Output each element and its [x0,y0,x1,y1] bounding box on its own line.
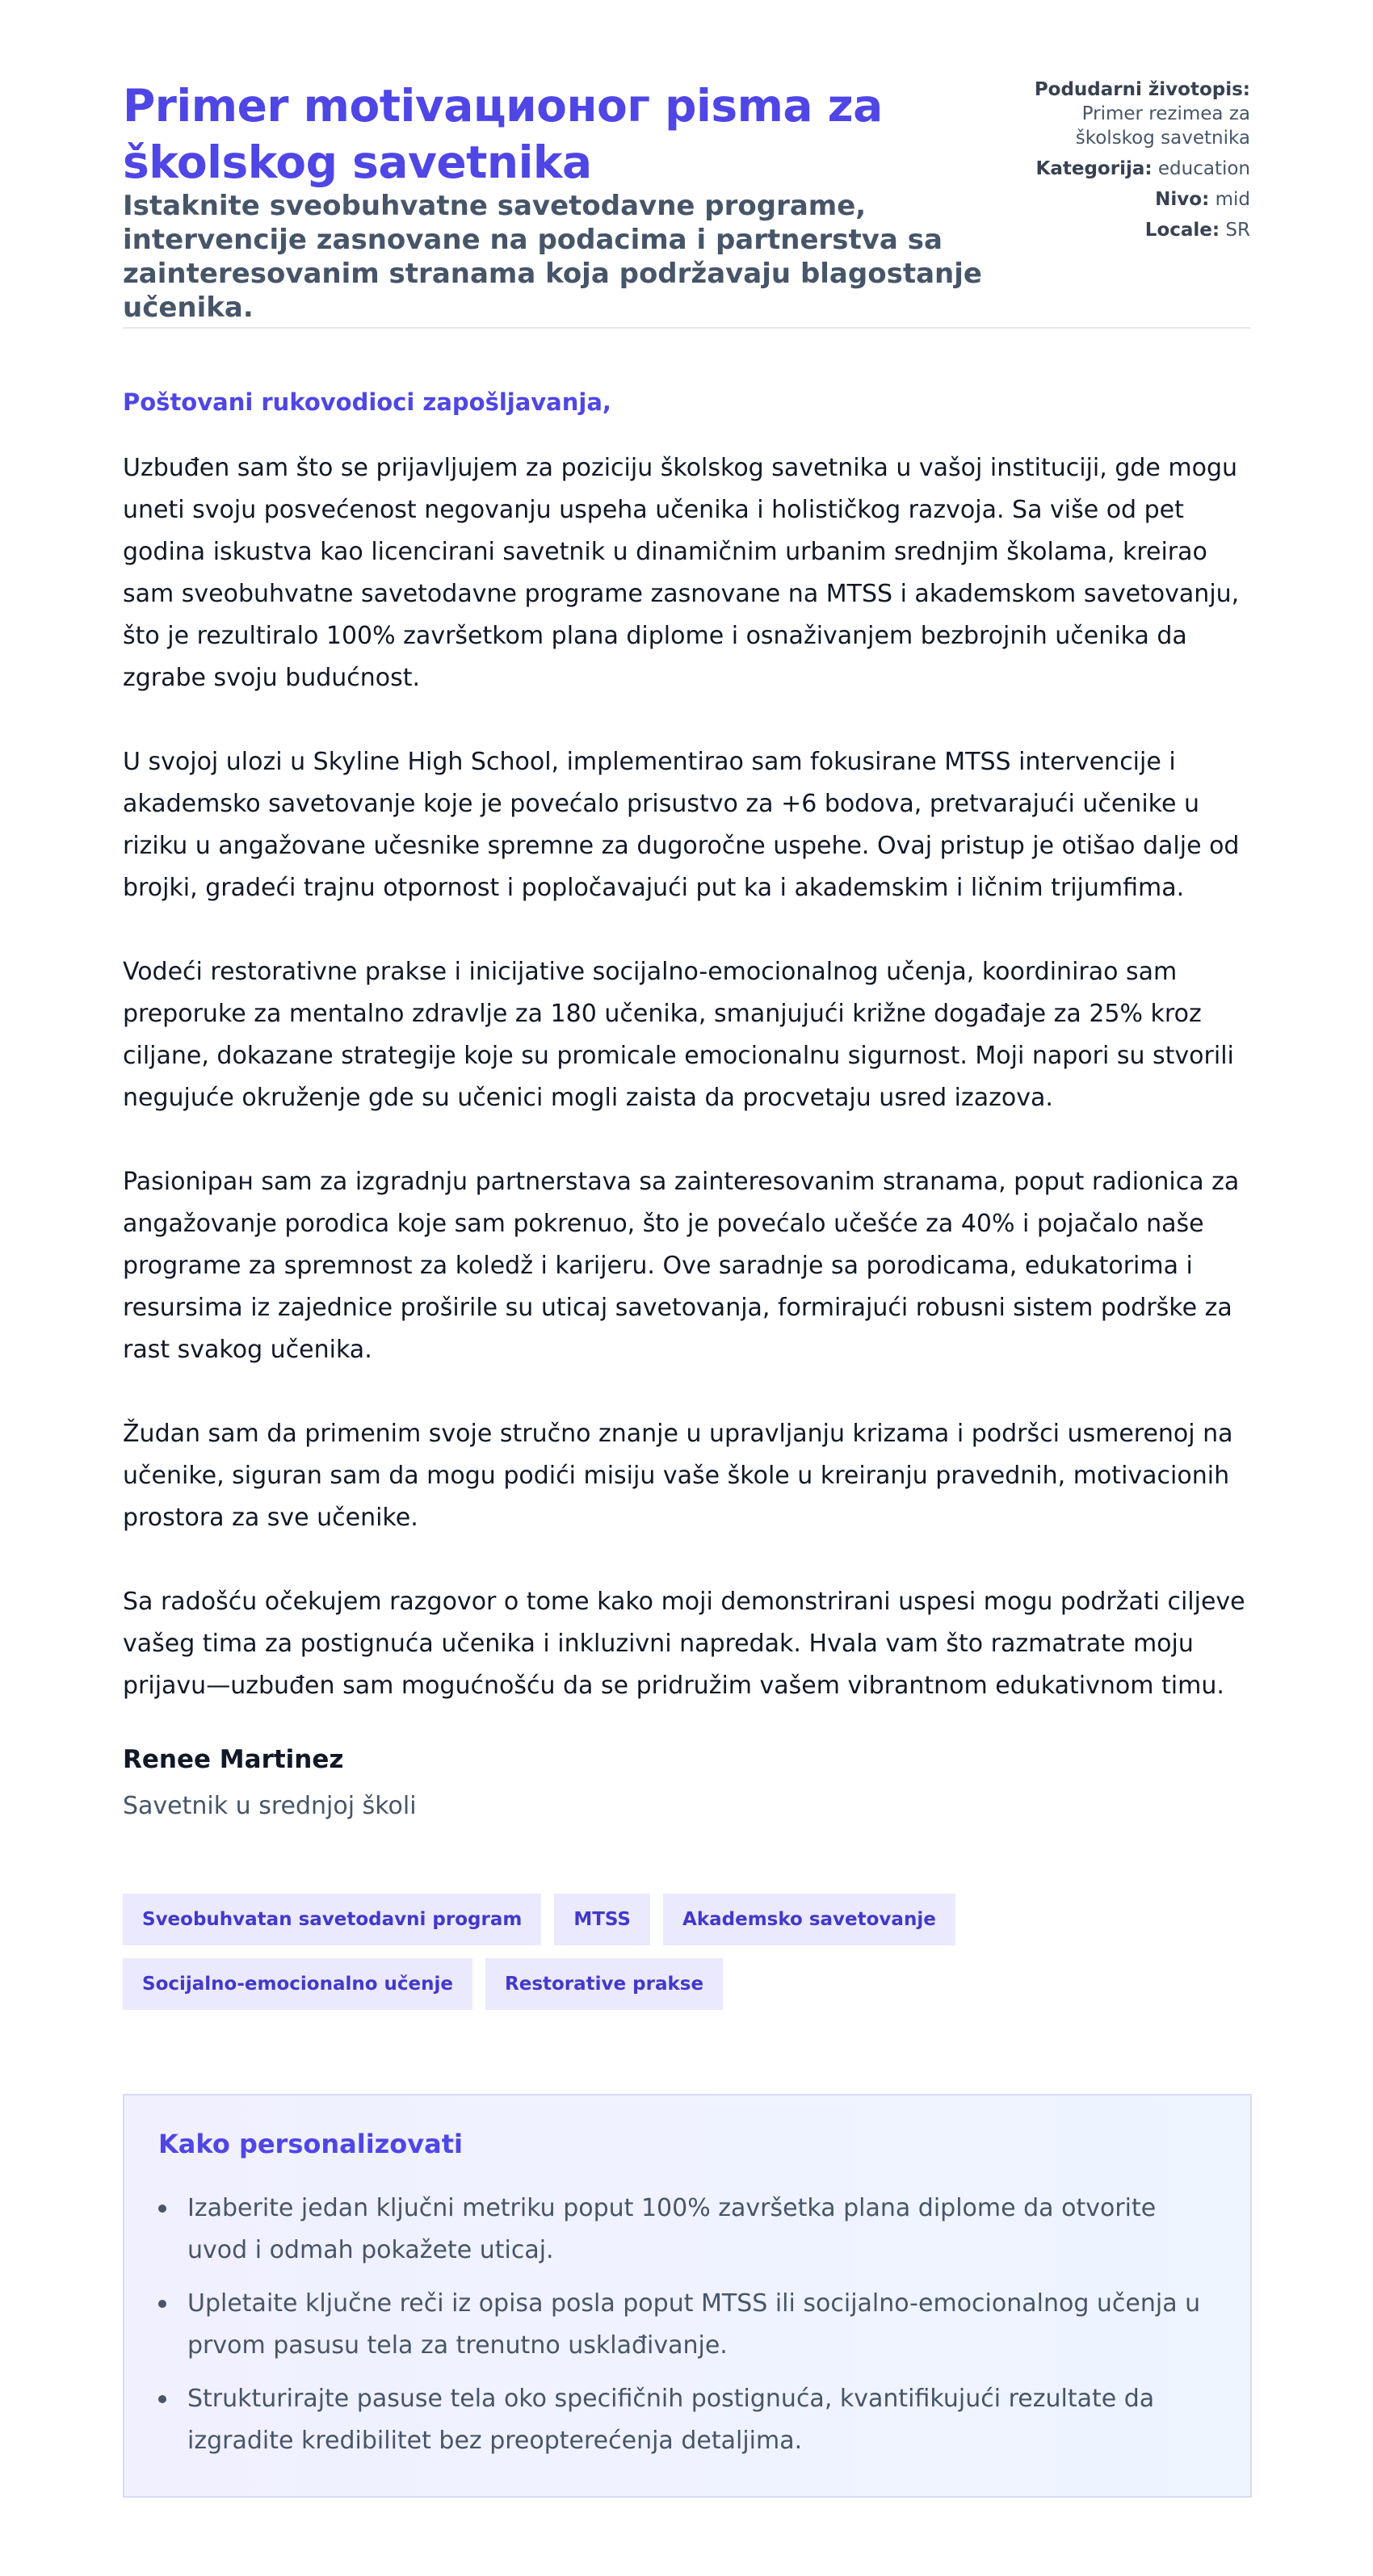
meta-resume-label: Podudarni životopis: [1034,79,1250,100]
header-divider [123,327,1250,329]
bullet-icon [158,2395,166,2403]
tips-list [158,2188,1208,2473]
tips-item-text: Izaberite jedan ključni metriku poput 100% završetka plana diplome da otvorite uvod i odmah pokažete uticaj. [187,2194,1157,2264]
tag-chip[interactable]: Akademsko savetovanje [663,1894,955,1945]
meta-panel [1008,78,1250,249]
tips-item-text: Upletaite ključne reči iz opisa posla poput MTSS ili socijalno-emocionalnog učenja u prvom pasusu tela za trenutno usklađivanje. [187,2289,1201,2360]
meta-level-value: mid [1215,189,1250,210]
meta-level-label: Nivo: [1155,189,1210,210]
personalization-tips-box [123,2094,1252,2498]
letter-paragraph: U svojoj ulozi u Skyline High School, implementirao sam fokusirane MTSS intervencije i akademsko savetovanje koje je povećalo prisustvo za +6 bodova, pretvarajući učenike u riziku u angažovane učesnike spremne za dugoročne uspehe. Ovaj pristup je otišao dalje od brojki, gradeći trajnu otpornost i popločavajući put ka i akademskim i ličnim trijumfima. [123,748,1240,902]
tips-list-item [158,2188,1208,2272]
tips-list-item [158,2283,1208,2367]
signature-name: Renee Martinez [123,1745,344,1774]
bullet-icon [158,2300,166,2308]
tag-chip[interactable]: MTSS [554,1894,650,1945]
meta-resume [1008,78,1250,150]
tag-chip[interactable]: Sveobuhvatan savetodavni program [123,1894,541,1945]
letter-paragraph: Uzbuđen sam što se prijavljujem za poziciju školskog savetnika u vašoj instituciji, gde mogu uneti svoju posvećenost negovanju uspeha učenika i holističkog razvoja. Sa više od pet godina iskustva kao licencirani savetnik u dinamičnim urbanim srednjim školama, kreirao sam sveobuhvatne savetodavne programe zasnovane na MTSS i akademskom savetovanju, što je rezultiralo 100% završetkom plana diplome i osnaživanjem bezbrojnih učenika da zgrabe svoju budućnost. [123,454,1240,692]
tips-list-item [158,2378,1208,2462]
letter-paragraph: Žudan sam da primenim svoje stručno znanje u upravljanju krizama i podršci usmerenoj na učenike, siguran sam da mogu podići misiju vaše škole u kreiranju pravednih, motivacionih prostora za sve učenike. [123,1420,1233,1532]
tips-title: Kako personalizovati [158,2129,463,2159]
meta-category-value: education [1157,158,1250,179]
letter-body [123,447,1250,1749]
meta-category [1008,157,1250,181]
meta-level [1008,187,1250,212]
letter-paragraph: Sa radošću očekujem razgovor o tome kako moji demonstrirani uspesi mogu podržati ciljeve vašeg tima za postignuća učenika i inkluzivni napredak. Hvala vam što razmatrate moju prijavu—uzbuđen sam mogućnošću da se pridružim vašem vibrantnom edukativnom timu. [123,1588,1245,1700]
tag-chip[interactable]: Restorative prakse [485,1958,723,2010]
letter-paragraph: Pasionipaн sam za izgradnju partnerstava sa zainteresovanim stranama, poput radionica za angažovanje porodica koje sam pokrenuo, što je povećalo učešće za 40% i pojačalo naše programe za spremnost za koledž i karijeru. Ove saradnje sa porodicama, edukatorima i resursima iz zajednice proširile su uticaj savetovanja, formirajući robusni sistem podrške za rast svakog učenika. [123,1168,1240,1364]
page-header [123,78,1250,328]
meta-resume-link[interactable]: Primer rezimea za školskog savetnika [1075,103,1250,149]
letter-paragraph: Vodeći restorativne prakse i inicijative socijalno-emocionalnog učenja, koordinirao sam preporuke za mentalno zdravlje za 180 učenika, smanjujući križne događaje za 25% kroz ciljane, dokazane strategije koje su promicale emocionalnu sigurnost. Moji napori su stvorili negujuće okruženje gde su učenici mogli zaista da procvetaju usred izazova. [123,958,1234,1112]
signature-block [123,1743,417,1823]
page-title: Primer motivaционог pisma za školskog savetnika [123,80,883,188]
bullet-icon [158,2205,166,2213]
tag-chip[interactable]: Socijalno-emocionalno učenje [123,1958,472,2010]
meta-locale [1008,218,1250,242]
keyword-tags [123,1894,1250,2010]
page-subtitle: Istaknite sveobuhvatne savetodavne programe, intervencije zasnovane na podacima i partnerstva sa zainteresovanim stranama koja podržavaju blagostanje učenika. [123,190,982,324]
meta-locale-label: Locale: [1144,220,1220,241]
meta-locale-value: SR [1225,220,1250,241]
tips-item-text: Strukturirajte pasuse tela oko specifičnih postignuća, kvantifikujući rezultate da izgradite kredibilitet bez preopterećenja detaljima. [187,2385,1155,2455]
letter-salutation: Poštovani rukovodioci zapošljavanja, [123,388,611,416]
meta-category-label: Kategorija: [1035,158,1153,179]
signature-title: Savetnik u srednjoj školi [123,1792,417,1820]
